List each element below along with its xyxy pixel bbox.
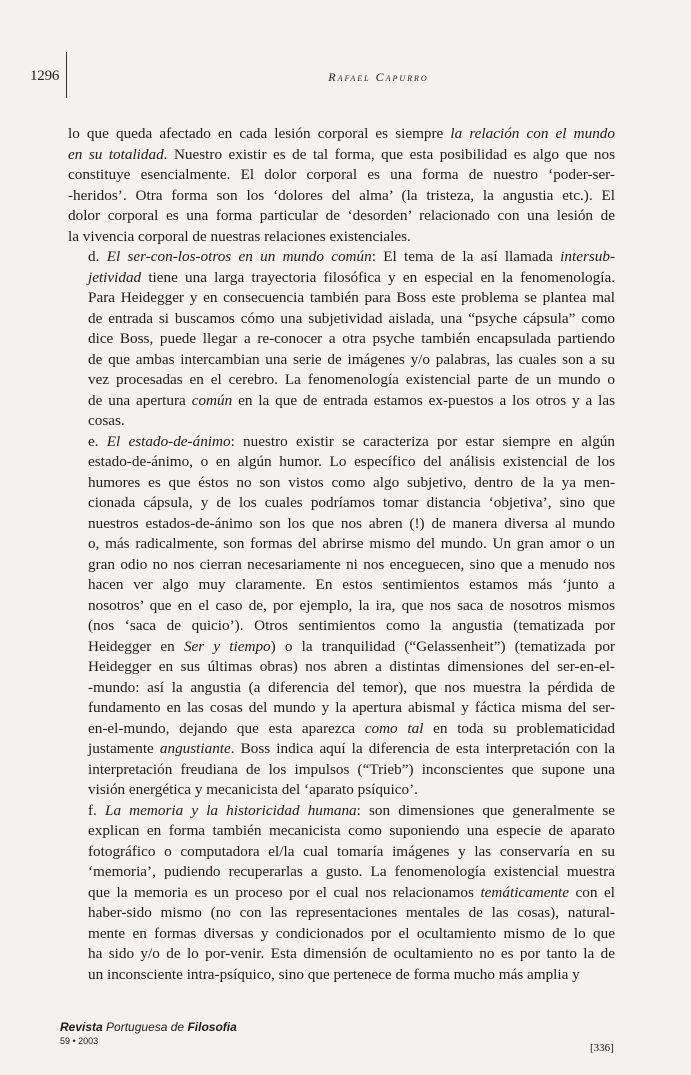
italic-text: intersub- — [560, 248, 616, 265]
page-number: 1296 — [30, 68, 60, 84]
italic-text: La memoria y la historicidad humana — [105, 801, 357, 819]
journal-title-last: Filosofia — [187, 1020, 237, 1034]
paragraph — [68, 247, 615, 432]
text-line: estado-de-ánimo, o en algún humor. Lo específico del análisis existencial de los — [88, 453, 615, 470]
text-line: humores es que éstos no son vistos como algo subjetivo, dentro de la ya men- — [88, 473, 615, 491]
text-line: de que ambas intercambian una serie de imágenes y/o palabras, las cuales son a su — [88, 350, 615, 368]
text-line: Heidegger en sus últimas obras) nos abren a distintas dimensiones del ser-en-el- — [88, 658, 615, 675]
text-line: cosas. — [88, 412, 125, 429]
italic-text: temáticamente — [480, 883, 570, 901]
text-line: de una apertura común en la que de entrada estamos ex-puestos a los otros y a las — [88, 391, 615, 409]
italic-text: en su totalidad — [68, 145, 164, 163]
body-text — [68, 124, 615, 985]
text-line: en su totalidad. Nuestro existir es de tal forma, que esta posibilidad es algo que nos — [68, 145, 615, 163]
text-line: Para Heidegger y en consecuencia también para Boss este problema se plantea mal — [88, 289, 615, 306]
text-line: de entrada si buscamos cómo una subjetividad aislada, una “psyche cápsula” como — [88, 309, 615, 327]
text-line: fundamento en las cosas del mundo y la apertura abismal y fáctica misma del ser- — [88, 699, 615, 716]
text-line: e. El estado-de-ánimo: nuestro existir se caracteriza por estar siempre en algún — [88, 432, 615, 450]
text-line: justamente angustiante. Boss indica aquí la diferencia de esta interpretación con la — [88, 740, 615, 757]
journal-title-word: Revista — [60, 1020, 103, 1034]
italic-text: angustiante — [159, 740, 231, 757]
folio: [336] — [590, 1042, 614, 1054]
text-line: haber-sido mismo (no con las representaciones mentales de las cosas), natural- — [88, 904, 615, 921]
text-line: Heidegger en Ser y tiempo) o la tranquilidad (“Gelassenheit”) (tematizada por — [88, 637, 615, 655]
text-line: cionada cápsula, y de los cuales podríamos tomar distancia ‘objetiva’, sino que — [88, 494, 615, 511]
text-line: o, más radicalmente, son formas del abrirse mismo del mundo. Un gran amor o un — [88, 535, 615, 552]
text-line: vez procesadas en el cerebro. La fenomenología existencial parte de un mundo o — [88, 371, 615, 388]
text-line: que la memoria es un proceso por el cual nos relacionamos temáticamente con el — [88, 883, 615, 901]
italic-text: común — [191, 391, 233, 409]
text-line: un inconsciente intra-psíquico, sino que pertenece de forma mucho más amplia y — [88, 965, 580, 983]
text-line: ‘memoria’, pudiendo recuperarlas a gusto. La fenomenología existencial muestra — [88, 863, 615, 880]
italic-text: jetividad — [88, 268, 142, 286]
text-line: lo que queda afectado en cada lesión corporal es siempre la relación con el mundo — [68, 125, 615, 142]
journal-title — [60, 1020, 237, 1034]
text-line: mente en formas diversas y condicionados por el ocultamiento mismo de lo que — [88, 924, 615, 942]
paragraph — [68, 801, 615, 986]
text-line: dice Boss, puede llegar a re-conocer a otra psyche también encapsulada partiendo — [88, 330, 615, 347]
text-line: en-el-mundo, dejando que esta aparezca como tal en toda su problematicidad — [88, 719, 616, 737]
text-line: la vivencia corporal de nuestras relaciones existenciales. — [68, 227, 411, 245]
text-line: f. La memoria y la historicidad humana: son dimensiones que generalmente se — [88, 801, 615, 819]
paragraph — [68, 124, 615, 247]
text-line: nosotros’ que en el caso de, por ejemplo, la ira, que nos saca de nosotros mismos — [88, 596, 615, 614]
text-line: fotográfico o computadora el/la cual tomaría imágenes y las conservaría en su — [88, 842, 615, 860]
text-line: -mundo: así la angustia (a diferencia del temor), que nos muestra la pérdida de — [88, 678, 615, 696]
italic-text: la relación con el mundo — [450, 125, 615, 142]
text-line: ha sido y/o de lo por-venir. Esta dimensión de ocultamiento no es por tanto la de — [88, 945, 615, 962]
text-line: dolor corporal es una forma particular de ‘desorden’ relacionado con una lesión de — [68, 207, 615, 224]
text-line: d. El ser-con-los-otros en un mundo común: El tema de la así llamada intersub- — [88, 248, 616, 265]
journal-title-sub: Portuguesa de — [106, 1020, 185, 1034]
italic-text: Ser y tiempo — [183, 637, 271, 655]
text-line: (nos ‘saca de quicio’). Otros sentimientos como la angustia (tematizada por — [88, 617, 615, 634]
italic-text: El estado-de-ánimo — [106, 432, 231, 450]
paragraph — [68, 432, 615, 801]
italic-text: El ser-con-los-otros en un mundo común — [106, 248, 372, 265]
text-line: hacen ver algo muy claramente. En estos sentimientos estamos más ‘junto a — [88, 576, 615, 593]
text-line: -heridos’. Otra forma son los ‘dolores del alma’ (la tristeza, la angustia etc.). El — [68, 186, 615, 204]
text-line: explican en forma también mecanicista como suponiendo una especie de aparato — [88, 822, 615, 839]
journal-issue: 59 • 2003 — [60, 1036, 99, 1046]
text-line: jetividad tiene una larga trayectoria filosófica y en especial en la fenomenología. — [88, 268, 615, 286]
text-line: gran odio no nos cierran necesariamente ni nos enceguecen, sino que a menudo nos — [88, 555, 615, 573]
text-line: constituye esencialmente. El dolor corporal es una forma de nuestro ‘poder-ser- — [68, 166, 615, 183]
text-line: visión energética y mecanicista del ‘aparato psíquico’. — [88, 781, 418, 798]
text-line: interpretación freudiana de los impulsos (“Trieb”) inconscientes que supone una — [88, 760, 615, 778]
running-head: Rafael Capurro — [328, 70, 429, 84]
text-line: nuestros estados-de-ánimo son los que nos abren (!) de manera diversa al mundo — [88, 514, 615, 532]
italic-text: como tal — [364, 719, 424, 737]
